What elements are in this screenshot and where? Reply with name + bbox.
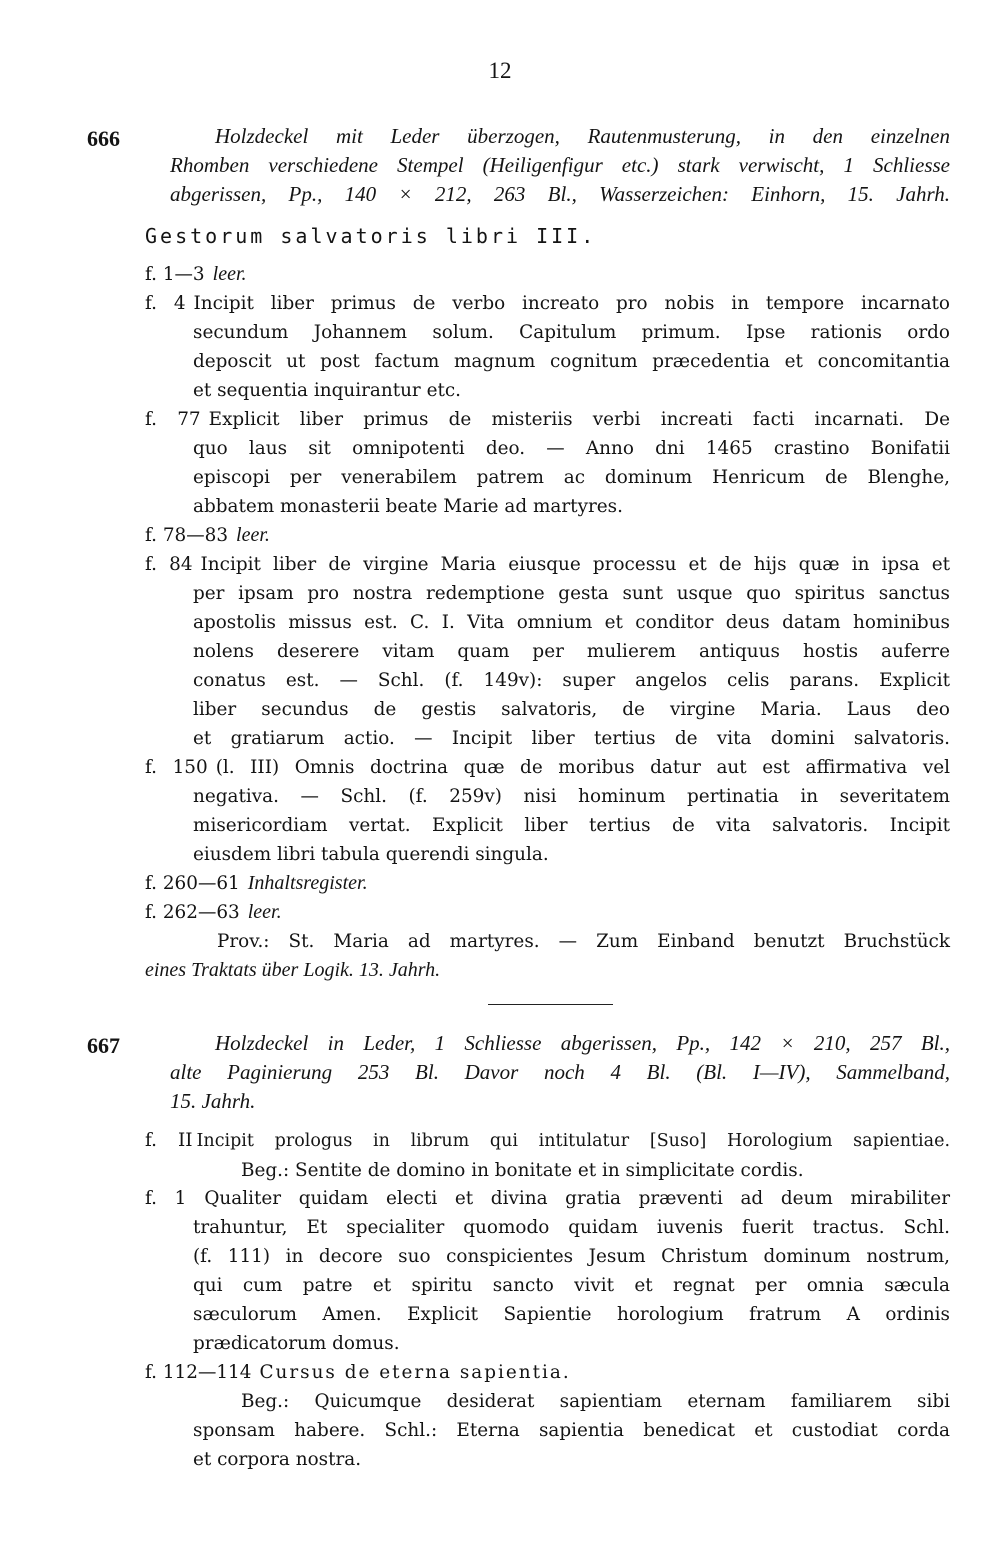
folio-label: f. 1—3 (145, 264, 205, 285)
folio-entry (145, 753, 950, 869)
folio-label: f. 77 (145, 409, 201, 430)
entry-head (170, 122, 950, 209)
folio-text: et sequentia inquirantur etc. (193, 380, 461, 401)
folio-text: (f. 111) in decore suo conspicientes Jesum Christum dominum nostrum, (193, 1246, 950, 1267)
head-line: Rhomben verschiedene Stempel (Heiligenfigur etc.) stark verwischt, 1 Schliesse (170, 153, 950, 177)
folio-text: eiusdem libri tabula querendi singula. (193, 844, 549, 865)
folio-text: negativa. — Schl. (f. 259v) nisi hominum pertinatia in severitatem (193, 786, 950, 807)
folio-text: leer. (236, 524, 270, 546)
head-line: abgerissen, Pp., 140 × 212, 263 Bl., Wasserzeichen: Einhorn, 15. Jahrh. (170, 182, 950, 206)
page-number: 12 (488, 58, 512, 83)
folio-text: Beg.: Quicumque desiderat sapientiam eternam familiarem sibi (241, 1391, 950, 1412)
folio-label: f. 1 (145, 1188, 187, 1209)
folio-label: f. 78—83 (145, 525, 229, 546)
head-line: Holzdeckel in Leder, 1 Schliesse abgerissen, Pp., 142 × 210, 257 Bl., (215, 1031, 950, 1055)
folio-text: episcopi per venerabilem patrem ac dominum Henricum de Blenghe, (193, 467, 950, 488)
folio-label: f. 84 (145, 554, 193, 575)
folio-entry (145, 1184, 950, 1358)
folio-text: nolens deserere vitam quam per mulierem antiquus hostis auferre (193, 641, 950, 662)
folio-entry (145, 405, 950, 521)
folio-entry (145, 1126, 950, 1185)
head-line: Holzdeckel mit Leder überzogen, Rautenmusterung, in den einzelnen (215, 124, 950, 148)
folio-text: Explicit liber primus de misteriis verbi increati facti incarnati. De (208, 409, 950, 430)
folio-text: sæculorum Amen. Explicit Sapientie horologium fratrum A ordinis (193, 1304, 950, 1325)
folio-entry (145, 898, 950, 927)
folio-text: quo laus sit omnipotenti deo. — Anno dni 1465 crastino Bonifatii (193, 438, 950, 459)
folio-text: leer. (247, 901, 282, 923)
folio-text: conatus est. — Schl. (f. 149v): super angelos celis parans. Explicit (193, 670, 950, 691)
folio-text: Beg.: Sentite de domino in bonitate et in simplicitate cordis. (241, 1160, 804, 1181)
folio-text: deposcit ut post factum magnum cognitum præcedentia et concomitantia (193, 351, 950, 372)
folio-label: f. 112—114 (145, 1362, 252, 1383)
provenance-line: Prov.: St. Maria ad martyres. — Zum Einband benutzt Bruchstück (217, 931, 950, 952)
folio-text: et gratiarum actio. — Incipit liber tertius de vita domini salvatoris. (193, 728, 950, 749)
folio-label: f. 4 (145, 293, 186, 314)
head-line: 15. Jahrh. (170, 1089, 256, 1113)
provenance (145, 927, 950, 985)
folio-text: Cursus de eterna sapientia. (259, 1362, 571, 1383)
folio-text: sponsam habere. Schl.: Eterna sapientia benedicat et custodiat corda (193, 1420, 950, 1441)
folio-text: misericordiam vertat. Explicit liber tertius de vita salvatoris. Incipit (193, 815, 950, 836)
folio-text: et corpora nostra. (193, 1449, 362, 1470)
folio-text: abbatem monasterii beate Marie ad martyres. (193, 496, 623, 517)
work-title: Gestorum salvatoris libri III. (145, 224, 597, 248)
folio-text: apostolis missus est. C. I. Vita omnium et conditor deus datam hominibus (193, 612, 950, 633)
folio-entry (145, 521, 950, 550)
folio-text: Inhaltsregister. (247, 872, 368, 894)
folio-entry (145, 1358, 950, 1474)
folio-text: Incipit liber de virgine Maria eiusque processu et de hijs quæ in ipsa et (200, 554, 951, 575)
folio-text: trahuntur, Et specialiter quomodo quidam iuvenis fuerit tractus. Schl. (193, 1217, 950, 1238)
folio-text: secundum Johannem solum. Capitulum primum. Ipse rationis ordo (193, 322, 950, 343)
section-divider (488, 1004, 613, 1005)
folio-text: (l. III) Omnis doctrina quæ de moribus datur aut est affirmativa vel (215, 757, 950, 778)
folio-entry (145, 869, 950, 898)
provenance-line: eines Traktats über Logik. 13. Jahrh. (145, 959, 441, 981)
folio-text: leer. (212, 263, 247, 285)
entry-head (170, 1029, 950, 1116)
folio-text: prædicatorum domus. (193, 1333, 400, 1354)
folio-label: f. 260—61 (145, 873, 240, 894)
folio-text: Incipit liber primus de verbo increato pro nobis in tempore incarnato (193, 293, 950, 314)
folio-text: per ipsam pro nostra redemptione gesta sunt usque quo spiritus sanctus (193, 583, 950, 604)
head-line: alte Paginierung 253 Bl. Davor noch 4 Bl. (Bl. I—IV), Sammelband, (170, 1060, 950, 1084)
folio-label: f. II (145, 1130, 193, 1151)
folio-entry (145, 550, 950, 753)
entry-number: 667 (87, 1033, 120, 1058)
folio-entry (145, 260, 950, 289)
folio-text: Qualiter quidam electi et divina gratia præventi ad deum mirabiliter (204, 1188, 950, 1209)
folio-label: f. 262—63 (145, 902, 240, 923)
folio-text: Incipit prologus in librum qui intitulatur [Suso] Horologium sapientiae. (196, 1131, 951, 1151)
folio-text: qui cum patre et spiritu sancto vivit et regnat per omnia sæcula (193, 1275, 950, 1296)
folio-entry (145, 289, 950, 405)
entry-number: 666 (87, 126, 120, 151)
folio-label: f. 150 (145, 757, 208, 778)
folio-text: liber secundus de gestis salvatoris, de virgine Maria. Laus deo (193, 699, 950, 720)
